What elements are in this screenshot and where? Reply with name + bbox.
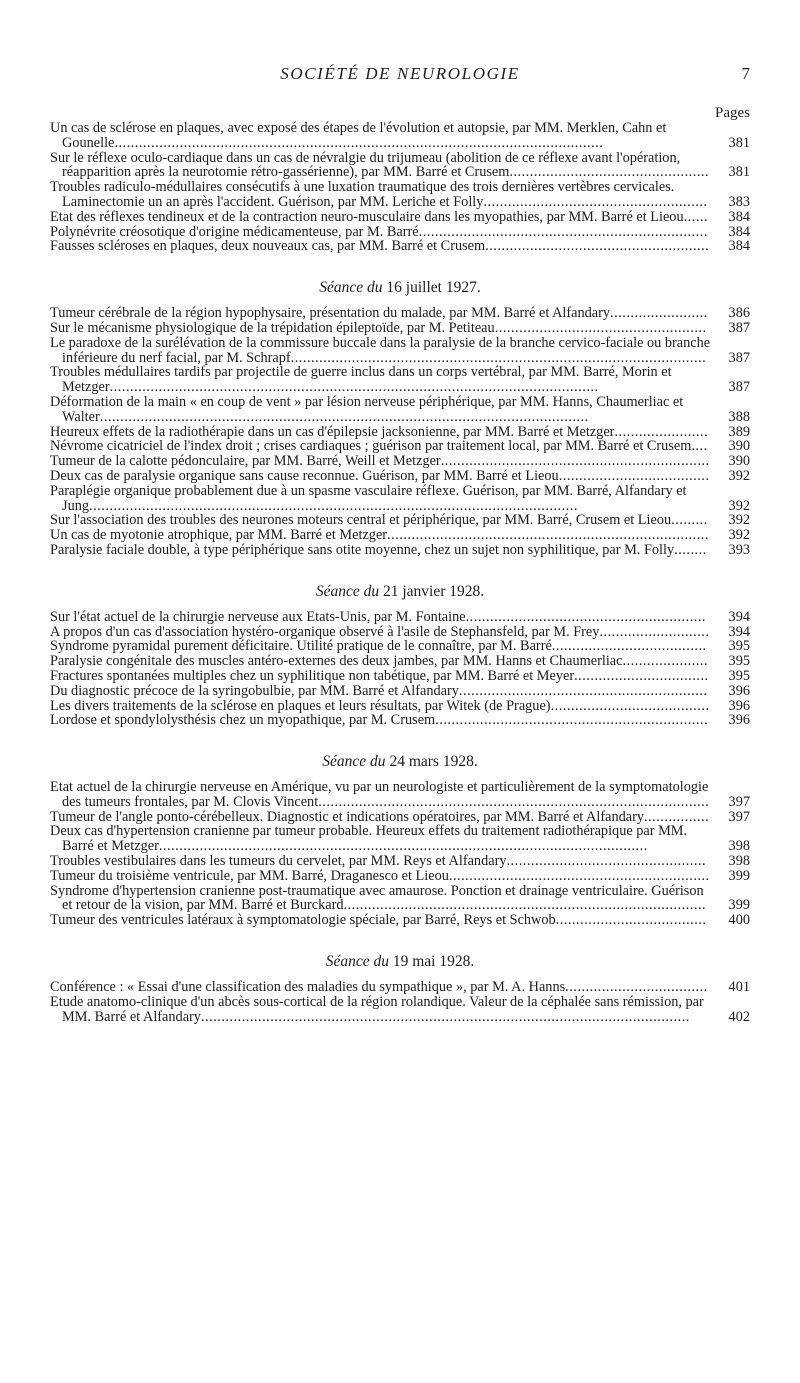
entry-page-number: 392 [728,467,750,484]
dot-leader: ........................................................................................................................ [89,497,578,514]
toc-entry [50,151,750,181]
toc-entry [50,654,750,669]
entry-page-number: 390 [728,438,750,455]
entry-page-number: 381 [728,164,750,181]
entry-title: Sur le mécanisme physiologique de la trépidation épileptoïde, par M. Petiteau [50,319,495,336]
dot-leader: ........................................................................................................................ [200,1008,690,1025]
section-title-label: Séance du [319,279,383,297]
toc-entry [50,395,750,425]
toc-entry [50,684,750,699]
entry-title: Les divers traitements de la sclérose en plaques et leurs résultats, par Witek (de Prague) [50,697,551,714]
page-header [50,62,750,90]
dot-leader: ............................................................. [458,682,708,699]
toc-entry [50,469,750,484]
dot-leader: ........ [674,541,707,558]
entry-page-number: 392 [728,512,750,529]
entry-page-number: 387 [728,349,750,366]
entry-page-number: 381 [728,134,750,151]
entry-page-number: 395 [728,653,750,670]
toc-entry [50,625,750,640]
entry-title: Troubles vestibulaires dans les tumeurs du cervelet, par MM. Reys et Alfandary [50,853,507,870]
entry-page-number: 396 [728,682,750,699]
section-title-label: Séance du [315,582,380,600]
toc-entry [50,365,750,395]
dot-leader: ........................................................................................................................ [99,408,589,425]
dot-leader: ....................................................................... [418,223,708,240]
pages-column-label: Pages [715,105,750,121]
entry-title: Un cas de myotonie atrophique, par MM. Barré et Metzger [50,527,388,544]
entry-title: Lordose et spondylolysthésis chez un myopathique, par M. Crusem [50,712,436,729]
dot-leader: ....................... [614,423,709,440]
entry-page-number: 390 [728,453,750,470]
dot-leader: ........................................................................................................................ [109,379,599,396]
entry-page-number: 397 [728,808,750,825]
toc-entry [50,995,750,1025]
toc-entry [50,121,750,151]
entry-page-number: 389 [728,423,750,440]
entry-page-number: 387 [728,379,750,396]
entry-title: Troubles radiculo-médullaires consécutifs à une luxation traumatique des trois dernières vertèbres cervicales. Laminectomie un an après l'accident. Guérison, par MM. Leriche et Folly [50,179,675,210]
entry-page-number: 384 [728,223,750,240]
entry-title: Etat actuel de la chirurgie nerveuse en Amérique, vu par un neurologiste et particulièrement de la symptomatologie des tumeurs frontales, par M. Clovis Vincent [50,779,709,810]
toc-section [50,581,750,728]
entry-title: Sur l'association des troubles des neurones moteurs central et périphérique, par MM. Barré, Crusem et Lieou [50,512,672,529]
toc-entry [50,699,750,714]
dot-leader: ........................ [610,305,708,322]
entry-title: Syndrome pyramidal purement déficitaire. Utilité pratique de le connaître, par M. Barré [50,638,552,655]
dot-leader: ..................................... [555,912,707,929]
entry-page-number: 384 [728,208,750,225]
toc-entry [50,913,750,928]
entry-title: Etude anatomo-clinique d'un abcès sous-cortical de la région rolandique. Valeur de la céphalée sans rémission, par MM. Barré et Alfandary [50,993,704,1025]
toc-entry [50,239,750,254]
toc-entry [50,543,750,558]
entry-title: Déformation de la main « en coup de vent » par lésion nerveuse périphérique, par MM. Hanns, Chaumerliac et Walter [50,393,684,425]
section-title [50,581,750,602]
toc-entry [50,528,750,543]
entry-title: Deux cas de paralysie organique sans cause reconnue. Guérison, par MM. Barré et Lieou [50,467,559,484]
toc-entry [50,810,750,825]
dot-leader: ................................................................................................ [318,793,710,810]
dot-leader: ..................... [622,653,709,670]
entry-page-number: 395 [728,667,750,684]
dot-leader: ...... [683,208,709,225]
dot-leader: .................................................................. [440,453,710,470]
entry-title: Tumeur du troisième ventricule, par MM. Barré, Draganesco et Lieou [50,867,449,884]
entry-title: Troubles médullaires tardifs par projectile de guerre inclus dans un corps vertébral, par MM. Barré, Morin et Metzger [50,364,672,396]
toc-entry [50,669,750,684]
entry-title: Fausses scléroses en plaques, deux nouveaux cas, par MM. Barré et Crusem [50,238,486,255]
dot-leader: ......................................................................................... [343,897,707,914]
entry-page-number: 383 [728,193,750,210]
entry-page-number: 399 [728,897,750,914]
dot-leader: ................................................. [509,164,710,181]
toc-entry [50,610,750,625]
entry-page-number: 396 [728,697,750,714]
toc-section [50,277,750,558]
entry-page-number: 402 [728,1008,750,1025]
toc-entry [50,854,750,869]
entry-page-number: 392 [728,497,750,514]
dot-leader: ..................................... [558,467,710,484]
dot-leader: ....................................................... [483,193,708,210]
entry-title: Conférence : « Essai d'une classification des maladies du sympathique », par M. A. Hanns [50,979,566,996]
section-title [50,751,750,772]
entry-page-number: 398 [728,853,750,870]
page-number: 7 [741,64,750,83]
entry-page-number: 393 [728,541,750,558]
entry-title: Tumeur de la calotte pédonculaire, par MM. Barré, Weill et Metzger [50,453,441,470]
entry-page-number: 397 [728,793,750,810]
entry-title: Le paradoxe de la surélévation de la commissure buccale dans la paralysie de la branche cervico-faciale ou branche inférieure du nerf facial, par M. Schrapf [50,334,711,366]
toc-entry [50,869,750,884]
toc-entry [50,824,750,854]
dot-leader: ........................................................................................................................ [114,134,604,151]
entry-page-number: 399 [728,867,750,884]
entry-title: Deux cas d'hypertension cranienne par tumeur probable. Heureux effets du traitement radiothérapique par MM. Barré et Metzger [50,823,688,855]
section-title-date: 21 janvier 1928. [382,582,485,600]
dot-leader: ................................... [565,979,708,996]
toc-entry [50,306,750,321]
dot-leader: ......... [671,512,708,529]
toc-entry [50,225,750,240]
entry-page-number: 394 [728,623,750,640]
dot-leader: ................................................. [506,853,707,870]
dot-leader: ....................................................... [485,238,710,255]
entry-page-number: 387 [728,319,750,336]
entry-page-number: 400 [728,912,750,929]
toc-entry [50,439,750,454]
toc-entry [50,484,750,514]
dot-leader: ...................................... [551,638,707,655]
toc-entry [50,884,750,914]
entry-title: Heureux effets de la radiothérapie dans un cas d'épilepsie jacksonienne, par MM. Barré et Metzger [50,423,615,440]
entry-page-number: 392 [728,527,750,544]
dot-leader: ................ [644,808,710,825]
toc-section [50,121,750,254]
section-title [50,951,750,972]
section-title-label: Séance du [322,753,386,771]
section-title-date: 16 juillet 1927. [386,279,481,297]
entry-title: Un cas de sclérose en plaques, avec exposé des étapes de l'évolution et autopsie, par MM. Merklen, Cahn et Gounelle [50,120,667,151]
entry-title: Paralysie faciale double, à type périphérique sans otite moyenne, chez un sujet non syphilitique, par M. Folly [50,541,675,558]
entry-page-number: 398 [728,838,750,855]
entry-title: Tumeur des ventricules latéraux à symptomatologie spéciale, par Barré, Reys et Schwob [50,912,556,929]
toc-section [50,751,750,928]
entry-page-number: 388 [728,408,750,425]
dot-leader: .................................................... [494,319,707,336]
section-title-date: 24 mars 1928. [389,753,478,771]
toc-entry [50,513,750,528]
toc-entry [50,425,750,440]
entry-title: Tumeur cérébrale de la région hypophysaire, présentation du malade, par MM. Barré et Alfandary [50,305,611,322]
entry-page-number: 386 [728,305,750,322]
section-title-label: Séance du [325,953,389,971]
entry-title: Du diagnostic précoce de la syringobulbie, par MM. Barré et Alfandary [50,682,459,699]
toc-entry [50,780,750,810]
running-title: SOCIÉTÉ DE NEUROLOGIE [280,64,520,83]
entry-page-number: 384 [728,238,750,255]
entry-title: Sur l'état actuel de la chirurgie nerveuse aux Etats-Unis, par M. Fontaine [50,608,466,625]
dot-leader: ...................................................................................................... [290,349,707,366]
toc-section [50,951,750,1024]
dot-leader: .... [691,438,708,455]
dot-leader: ........................... [599,623,710,640]
dot-leader: ................................. [574,667,709,684]
entry-title: Névrome cicatriciel de l'index droit ; crises cardiaques ; guérison par traitement local, par MM. Barré et Crusem [50,438,692,455]
dot-leader: ........................................................... [465,608,706,625]
entry-title: Paralysie congénitale des muscles antéro-externes des deux jambes, par MM. Hanns et Chaumerliac [50,653,623,670]
toc-entry [50,454,750,469]
toc-entry [50,639,750,654]
toc-entry [50,980,750,995]
dot-leader: ........................................................................................................................ [158,838,648,855]
entry-title: Paraplégie organique probablement due à un spasme vasculaire réflexe. Guérison, par MM. Barré, Alfandary et Jung [50,482,687,514]
entry-title: Fractures spontanées multiples chez un syphilitique non tabétique, par MM. Barré et Meyer [50,667,575,684]
dot-leader: ................................................................ [448,867,710,884]
dot-leader: ............................................................................... [387,527,709,544]
entry-title: Tumeur de l'angle ponto-cérébelleux. Diagnostic et indications opératoires, par MM. Barré et Alfandary [50,808,644,825]
toc-entry [50,210,750,225]
toc-entry [50,713,750,728]
entry-title: Etat des réflexes tendineux et de la contraction neuro-musculaire dans les myopathies, par MM. Barré et Lieou [50,208,684,225]
section-title-date: 19 mai 1928. [392,953,475,971]
entry-page-number: 394 [728,608,750,625]
entry-title: A propos d'un cas d'association hystéro-organique observé à l'asile de Stephansfeld, par M. Frey [50,623,600,640]
toc-entry [50,336,750,366]
dot-leader: ....................................... [550,697,710,714]
entry-page-number: 396 [728,712,750,729]
entry-title: Syndrome d'hypertension cranienne post-traumatique avec amaurose. Ponction et drainage ventriculaire. Guérison et retour de la vision, par MM. Barré et Burckard [50,882,704,914]
entry-page-number: 401 [728,979,750,996]
section-title [50,277,750,298]
toc-entry [50,321,750,336]
entry-title: Sur le réflexe oculo-cardiaque dans un cas de névralgie du trijumeau (abolition de ce réflexe avant l'opération, réapparition après la neurotomie rétro-gassérienne), par MM. Barré et Crusem [50,149,681,181]
toc-entry [50,180,750,210]
entry-page-number: 395 [728,638,750,655]
entry-title: Polynévrite créosotique d'origine médicamenteuse, par M. Barré [50,223,419,240]
table-of-contents [50,121,750,1024]
dot-leader: ................................................................... [435,712,709,729]
